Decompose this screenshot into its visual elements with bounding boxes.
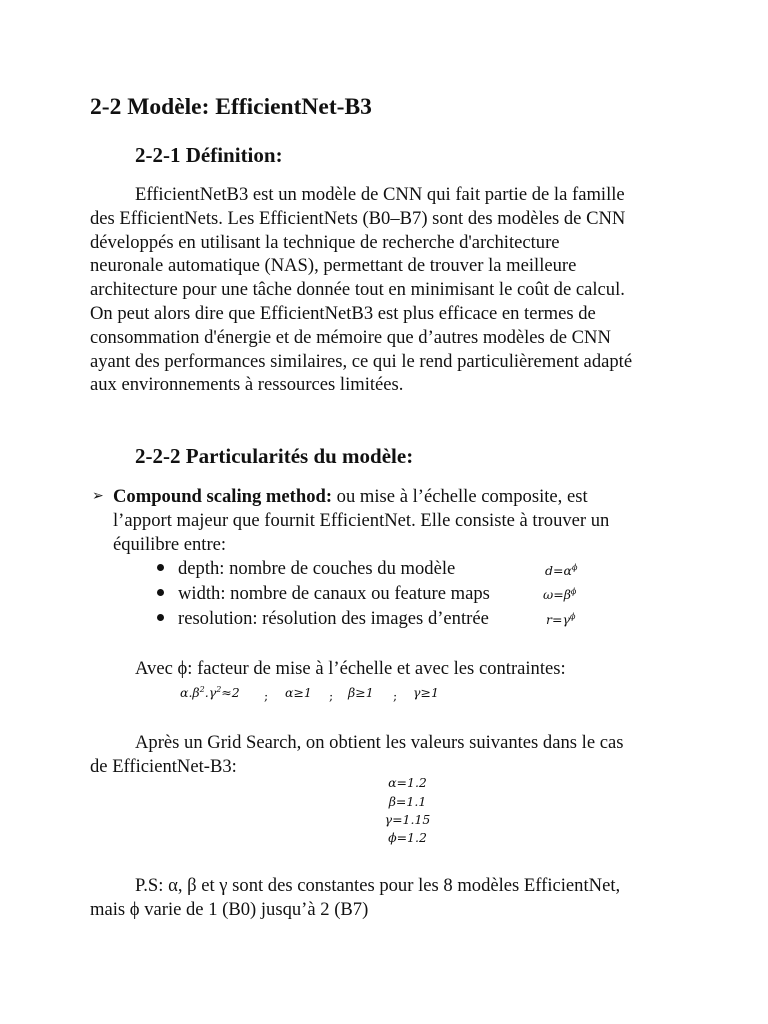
constraint-separator: ; [264, 688, 269, 703]
section-heading-definition: 2-2-1 Définition: [135, 143, 283, 167]
bullet-text: équilibre entre: [113, 533, 227, 555]
compound-scaling-bullet [113, 485, 693, 556]
paragraph-line: EfficientNetB3 est un modèle de CNN qui fait partie de la famille [135, 184, 625, 205]
list-item-label: resolution: résolution des images d’entrée [178, 608, 489, 629]
list-item-depth [157, 558, 455, 580]
section-heading-particularities: 2-2-2 Particularités du modèle: [135, 444, 414, 468]
bullet-dot-icon [157, 614, 164, 621]
paragraph-line: des EfficientNets. Les EfficientNets (B0–B7) sont des modèles de CNN [90, 207, 626, 229]
bullet-bold-label: Compound scaling method: [113, 486, 333, 507]
definition-paragraph [90, 183, 690, 397]
page-title: 2-2 Modèle: EfficientNet-B3 [90, 94, 372, 120]
paragraph-line: aux environnements à ressources limitées. [90, 374, 404, 396]
avec-line: Avec ϕ: facteur de mise à l’échelle et avec les contraintes: [135, 658, 566, 679]
constraint-beta: β≥1 [348, 685, 374, 700]
constraint-gamma: γ≥1 [413, 685, 439, 700]
grid-search-paragraph: Après un Grid Search, on obtient les valeurs suivantes dans le cas de EfficientNet-B3: [90, 732, 624, 777]
value-alpha: α=1.2 [388, 775, 427, 790]
bullet-text: ou mise à l’échelle composite, est [332, 486, 588, 507]
formula-width: $\omega=\beta^\phi$ [543, 587, 577, 603]
value-gamma: γ=1.15 [384, 812, 431, 827]
paragraph-line: consommation d'énergie et de mémoire que d’autres modèles de CNN [90, 326, 611, 348]
constraint-separator: ; [329, 688, 334, 703]
arrow-bullet-icon: ➢ [92, 488, 104, 504]
paragraph-line: ayant des performances similaires, ce qui le rend particulièrement adapté [90, 350, 633, 372]
constraint-main: $\alpha.\beta^2.\gamma^2\approx 2$ [180, 685, 240, 701]
list-item-resolution [157, 608, 489, 630]
constraint-alpha: α≥1 [285, 685, 312, 700]
formula-resolution: $r=\gamma^\phi$ [546, 612, 576, 628]
list-item-label: width: nombre de canaux ou feature maps [178, 583, 490, 604]
bullet-dot-icon [157, 589, 164, 596]
paragraph-line: neuronale automatique (NAS), permettant de trouver la meilleure [90, 255, 577, 277]
list-item-width [157, 583, 490, 605]
ps-paragraph: P.S: α, β et γ sont des constantes pour les 8 modèles EfficientNet, mais ϕ varie de 1 (B0) jusqu’à 2 (B7) [90, 875, 621, 920]
list-item-label: depth: nombre de couches du modèle [178, 558, 456, 579]
value-phi: ϕ=1.2 [388, 830, 427, 845]
paragraph-line: architecture pour une tâche donnée tout en minimisant le coût de calcul. [90, 279, 625, 301]
bullet-dot-icon [157, 564, 164, 571]
formula-depth: $d=\alpha^\phi$ [545, 563, 578, 579]
constraint-separator: ; [393, 688, 398, 703]
paragraph-line: développés en utilisant la technique de recherche d'architecture [90, 231, 560, 253]
bullet-text: l’apport majeur que fournit EfficientNet. Elle consiste à trouver un [113, 509, 610, 531]
paragraph-line: On peut alors dire que EfficientNetB3 est plus efficace en termes de [90, 302, 596, 324]
value-beta: β=1.1 [388, 794, 427, 809]
